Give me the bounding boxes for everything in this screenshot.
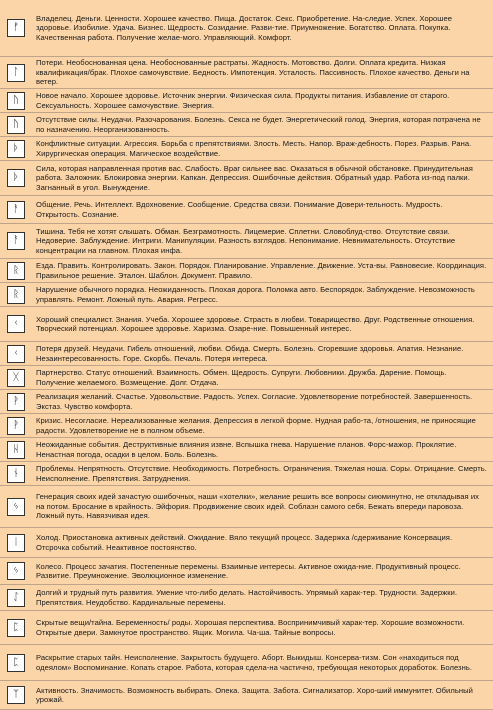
table-row [0,462,493,486]
rune-cell [0,366,32,389]
table-row [0,528,493,558]
rune-cell [0,113,32,136]
rune-icon: ᛈ [7,619,25,637]
rune-cell [0,585,32,610]
rune-cell [0,414,32,437]
meaning-text: Колесо. Процесс зачатия. Постепенные перемены. Взаимные интересы. Активное ожида-ние. Продуктивный процесс. Развитие. Преумножение. Эволюционное изменение. [36,561,461,580]
meaning-text: Неожиданные события. Деструктивные влияния извне. Вспышка гнева. Нарушение планов. Форс-мажор. Проклятие. Ненастная погода, осадки в целом. Боль. Болезнь. [36,440,457,459]
table-row [0,558,493,585]
meaning-cell [36,645,487,680]
rune-icon: ᚢ [7,92,25,110]
meaning-text: Нарушение обычного порядка. Неожиданность. Плохая дорога. Поломка авто. Беспорядок. Заблуждение. Невозможность управлять. Ремонт. Ложный путь. Авария. Регресс. [36,285,475,304]
rune-cell [0,681,32,709]
meaning-cell [36,366,487,389]
rune-icon: ᛈ [7,654,25,672]
rune-icon: ᚲ [7,345,25,363]
rune-cell [0,196,32,223]
rune-icon: ᚦ [7,140,25,158]
rune-icon: ᚹ [7,393,25,411]
rune-icon: ᛃ [7,562,25,580]
meaning-cell [36,390,487,413]
meaning-cell [36,57,487,88]
table-row [0,259,493,283]
meaning-cell [36,113,487,136]
meaning-text: Потеря друзей. Неудачи. Гибель отношений, любви. Обида. Смерть. Болезнь. Сгоревшие здоровья. Апатия. Незнание. Незаинтересованность. Горе. Скорбь. Печаль. Потеря интереса. [36,344,464,363]
meaning-cell [36,486,487,527]
meaning-text: Активность. Значимость. Возможность выбирать. Опека. Защита. Забота. Сигнализатор. Хоро-ший иммунитет. Обильный урожай. [36,685,473,704]
table-row [0,283,493,307]
meaning-text: Раскрытие старых тайн. Неисполнение. Закрытость будущего. Аборт. Выкидыш. Консерва-тизм. Сон «находиться под одеялом» Воспоминание. Копать старое. Работа, которая сдела-на частично, требующая некоторых доработок. Болезнь. [36,653,473,672]
table-row [0,89,493,113]
meaning-text: Долгий и трудный путь развития. Умение что-либо делать. Настойчивость. Упрямый харак-тер. Трудности. Задержки. Препятствия. Неудобство. Кардинальные перемены. [36,588,458,607]
meaning-text: Тишина. Тебя не хотят слышать. Обман. Безграмотность. Лицемерие. Сплетни. Словоблуд-ство. Отсутствие связи. Недоверие. Заблуждение. Интриги. Манипуляции. Разность взглядов. Непонимание. Невнимательность. Отсутствие концентрации на главном. Плохая инфа. [36,226,456,255]
meaning-cell [36,224,487,258]
rune-cell [0,224,32,258]
meaning-cell [36,438,487,461]
rune-icon: ᛇ [7,589,25,607]
meaning-cell [36,681,487,709]
table-row [0,0,493,57]
rune-cell [0,259,32,282]
rune-icon: ᚱ [7,286,25,304]
rune-icon: ᛃ [7,498,25,516]
rune-cell [0,438,32,461]
table-row [0,414,493,438]
rune-icon: ᚾ [7,465,25,483]
rune-cell [0,342,32,365]
rune-cell [0,307,32,341]
meaning-text: Общение. Речь. Интеллект. Вдохновение. Сообщение. Средства связи. Понимание Довери-тельность. Мудрость. Открытость. Сознание. [36,200,443,219]
table-row [0,161,493,196]
rune-cell [0,645,32,680]
table-row [0,366,493,390]
rune-cell [0,57,32,88]
meaning-text: Холод. Приостановка активных действий. Ожидание. Вяло текущий процесс. Задержка /сдерживание Консервация. Отсрочка событий. Неактивное постоянство. [36,533,453,552]
rune-icon: ᚲ [7,315,25,333]
table-row [0,611,493,645]
meaning-text: Отсутствие силы. Неудачи. Разочарования. Болезнь. Секса не будет. Энергетический голод. Энергия, которая потрачена не по назначению. Неорганизованность. [36,115,481,134]
table-row [0,57,493,89]
rune-icon: ᛁ [7,534,25,552]
meaning-cell [36,307,487,341]
rune-cell [0,89,32,112]
meaning-cell [36,283,487,306]
rune-icon: ᚨ [7,232,25,250]
meaning-cell [36,558,487,584]
meaning-cell [36,161,487,195]
table-row [0,342,493,366]
meaning-text: Конфликтные ситуации. Агрессия. Борьба с препятствиями. Злость. Месть. Напор. Враж-дебность. Порез. Разрыв. Рана. Хирургическая операция. Магическое воздействие. [36,139,472,158]
table-row [0,681,493,710]
rune-cell [0,528,32,557]
meaning-text: Генерация своих идей зачастую ошибочных, наши «хотелки», желание решить все вопросы сиюминутно, не откладывая их на потом. Бросание в крайность. Эйфория. Продвижение своих идей. Соблазн самого себя. Бежать впереди паровоза. Ложный путь. Навязчивая идея. [36,492,480,521]
meaning-cell [36,342,487,365]
table-row [0,645,493,681]
meaning-text: Новое начало. Хорошее здоровье. Источник энергии. Физическая сила. Продукты питания. Избавление от старого. Сексуальность. Хорошее самочувствие. Энергия. [36,91,450,110]
meaning-text: Скрытые вещи/тайна. Беременность/ роды. Хорошая перспектива. Воспринимчивый харак-тер. Хорошие возможности. Открытые двери. Замкнутое пространство. Ящик. Могила. Ча-ша. Тайные вопросы. [36,618,465,637]
rune-icon: ᚠ [7,19,25,37]
table-row [0,438,493,462]
meaning-cell [36,0,487,56]
meaning-text: Сила, которая направленная против вас. Слабость. Враг сильнее вас. Оказаться в обычной обстановке. Принудительная работа. Заложник. Блокировка энергии. Капкан. Депрессия. Ошибочные действия. Обратный удар. Работа из-под палки. Загнанный в угол. Вынуждение. [36,163,473,192]
meaning-cell [36,585,487,610]
rune-cell [0,462,32,485]
meaning-cell [36,137,487,160]
table-row [0,585,493,611]
meaning-cell [36,414,487,437]
rune-icon: ᛚ [7,64,25,82]
meaning-text: Реализация желаний. Счастье. Удовольствие. Радость. Успех. Согласие. Удовлетворение потребностей. Завершенность. Экстаз. Чувство комфорта. [36,392,473,411]
rune-cell [0,390,32,413]
rune-cell [0,161,32,195]
meaning-text: Проблемы. Непрятность. Отсутствие. Необходимость. Потребность. Ограничения. Тяжелая ноша. Соры. Отрицание. Смерть. Неисполнение. Препятствия. Затруднения. [36,464,487,483]
meaning-cell [36,259,487,282]
meaning-text: Владелец. Деньги. Ценности. Хорошее качество. Пища. Достаток. Секс. Приобретение. На-следие. Успех. Хорошее здоровье. Изобилие. Удача. Бизнес. Щедрость. Созидание. Разви-тие. Приумножение. Богатство. Оплата. Покупка. Качественная работа. Получение желае-мого. Управляющий. Комфорт. [36,13,452,42]
meaning-text: Потери. Необоснованная цена. Необоснованные растраты. Жадность. Мотовство. Долги. Оплата кредита. Низкая квалификация/брак. Плохое самочувствие. Бедность. Импотенция. Усталость. Пассивность. Плохое качество. Деньги на ветер. [36,58,470,87]
rune-cell [0,611,32,644]
rune-cell [0,283,32,306]
meaning-text: Партнерство. Статус отношений. Взаимность. Обмен. Щедрость. Супруги. Любовники. Дружба. Дарение. Помощь. Получение желаемого. Возмещение. Долг. Отдача. [36,368,447,387]
rune-icon: ᚺ [7,441,25,459]
table-row [0,307,493,342]
rune-cell [0,0,32,56]
table-row [0,137,493,161]
rune-icon: ᚨ [7,201,25,219]
rune-icon: ᚦ [7,169,25,187]
rune-icon: ᚢ [7,116,25,134]
table-row [0,390,493,414]
meaning-text: Езда. Править. Контролировать. Закон. Порядок. Планирование. Управление. Движение. Уста-вы. Равновесие. Координация. Правильное решение. Эталон. Шаблон. Документ. Правило. [36,261,487,280]
meaning-text: Хороший специалист. Знания. Учеба. Хорошее здоровье. Страсть в любви. Товарищество. Друг. Родственные отношения. Творческий потенциал. Хорошее здоровье. Харизма. Озаре-ние. Повышенный интерес. [36,314,475,333]
rune-icon: ᛉ [7,686,25,704]
rune-cell [0,558,32,584]
rune-cell [0,137,32,160]
table-row [0,196,493,224]
meaning-cell [36,528,487,557]
rune-icon: ᚱ [7,262,25,280]
rune-icon: ᚹ [7,417,25,435]
table-row [0,486,493,528]
meaning-cell [36,89,487,112]
rune-icon: ᚷ [7,369,25,387]
table-row [0,224,493,259]
table-row [0,113,493,137]
meaning-cell [36,611,487,644]
meaning-cell [36,462,487,485]
rune-cell [0,486,32,527]
meaning-cell [36,196,487,223]
meaning-text: Кризис. Несогласие. Нереализованные желания. Депрессия в легкой форме. Нудная рабо-та, /отношения, не приносящие радости. Удовлетворение не в полном объеме. [36,416,476,435]
